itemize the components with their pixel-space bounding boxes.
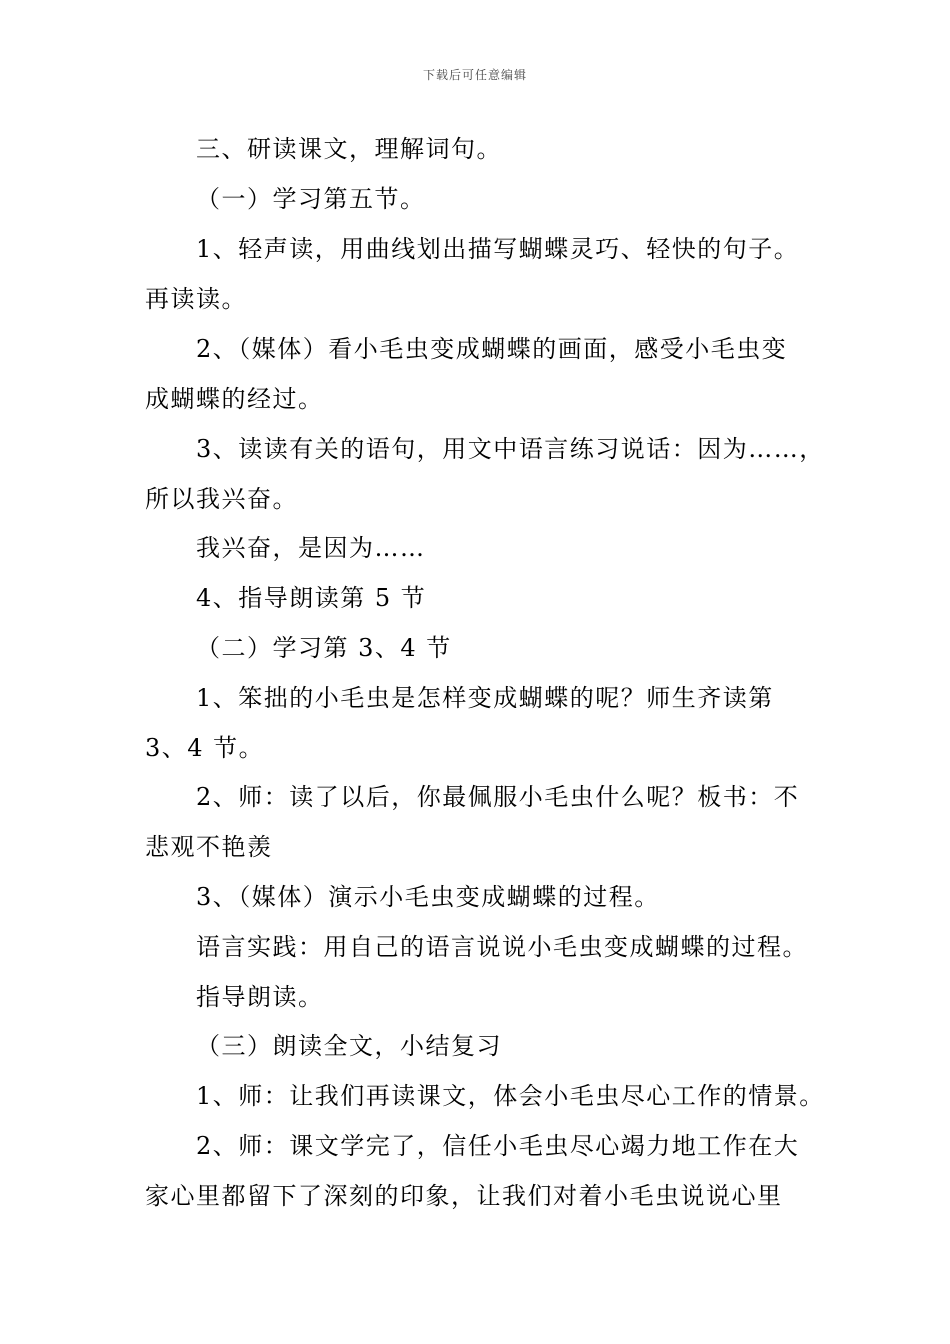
paragraph-line: 语言实践：用自己的语言说说小毛虫变成蝴蝶的过程。 [196, 933, 808, 961]
paragraph-line: 悲观不艳羡 [145, 833, 273, 861]
paragraph-line: 成蝴蝶的经过。 [145, 385, 324, 413]
paragraph-line: 2、师：读了以后，你最佩服小毛虫什么呢？板书：不 [196, 783, 800, 811]
paragraph-line: 2、师：课文学完了，信任小毛虫尽心竭力地工作在大 [196, 1132, 800, 1160]
paragraph-line: 我兴奋，是因为…… [196, 534, 426, 562]
page-header: 下载后可任意编辑 [422, 68, 527, 82]
paragraph-line: 3、（媒体）演示小毛虫变成蝴蝶的过程。 [196, 883, 660, 911]
paragraph-line: 指导朗读。 [196, 983, 324, 1011]
paragraph-line: 3、4 节。 [145, 734, 265, 762]
section-heading: 三、研读课文，理解词句。 [196, 135, 502, 163]
paragraph-line: 3、读读有关的语句，用文中语言练习说话：因为……， [196, 435, 825, 463]
paragraph-line: 家心里都留下了深刻的印象，让我们对着小毛虫说说心里 [145, 1182, 783, 1210]
subsection-heading: （三）朗读全文，小结复习 [196, 1032, 502, 1060]
paragraph-line: 2、（媒体）看小毛虫变成蝴蝶的画面，感受小毛虫变 [196, 335, 788, 363]
subsection-heading: （一）学习第五节。 [196, 185, 426, 213]
paragraph-line: 所以我兴奋。 [145, 485, 298, 513]
paragraph-line: 再读读。 [145, 285, 247, 313]
paragraph-line: 1、轻声读，用曲线划出描写蝴蝶灵巧、轻快的句子。 [196, 235, 800, 263]
paragraph-line: 1、师：让我们再读课文，体会小毛虫尽心工作的情景。 [196, 1082, 825, 1110]
paragraph-line: 4、指导朗读第 5 节 [196, 584, 427, 612]
paragraph-line: 1、笨拙的小毛虫是怎样变成蝴蝶的呢？师生齐读第 [196, 684, 774, 712]
subsection-heading: （二）学习第 3、4 节 [196, 634, 452, 662]
